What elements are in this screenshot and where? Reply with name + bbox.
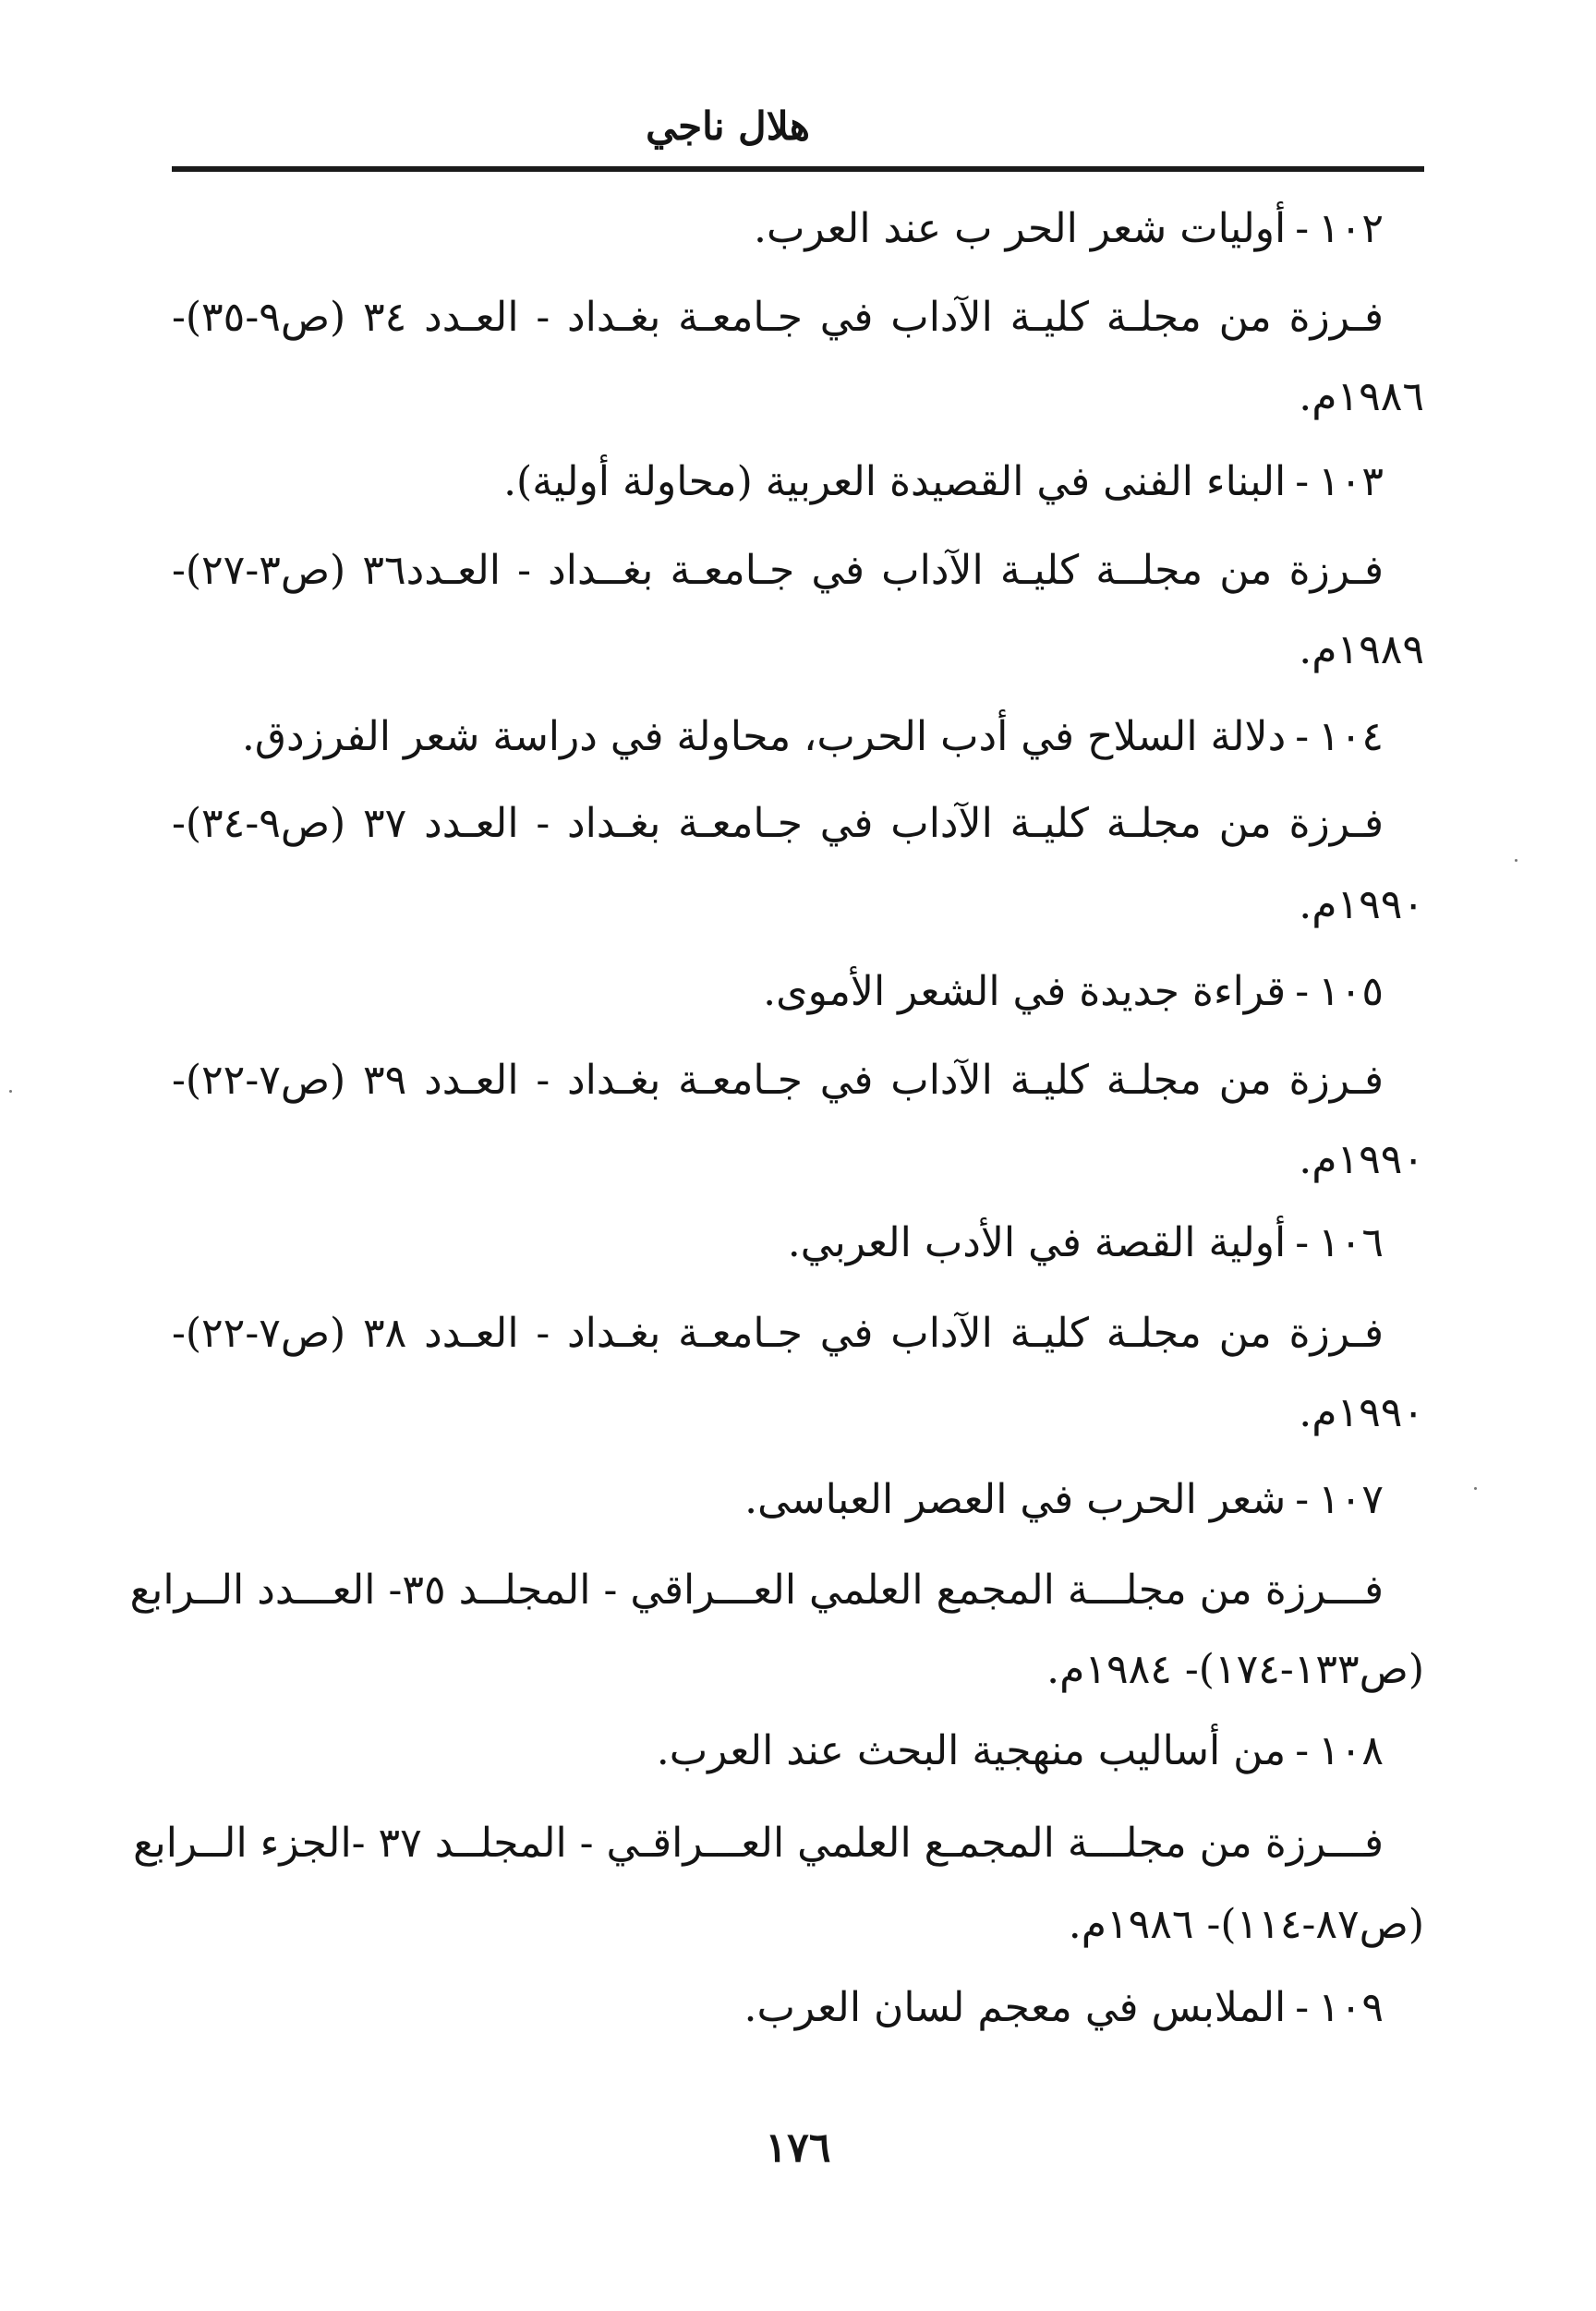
entry-number: ١٠٦ — [1318, 1219, 1384, 1266]
entry-number: ١٠٥ — [1318, 968, 1384, 1015]
entry-publication: فـرزة من مجلـة كليـة الآداب في جـامعـة بغـداد - العـدد ٣٧ (ص٩-٣٤)- — [172, 800, 1384, 847]
entry-publication: فـرزة من مجلـة كليـة الآداب في جـامعـة بغـداد - العـدد ٣٤ (ص٩-٣٥)- — [172, 294, 1384, 341]
entry-title-line: ١٠٢-أوليات شعر الحر ب عند العرب. — [754, 205, 1384, 252]
entry-title: شعر الحرب في العصر العباسى. — [744, 1476, 1287, 1523]
entry-number: ١٠٣ — [1318, 458, 1384, 505]
entry-title-line: ١٠٣-البناء الفنى في القصيدة العربية (محاولة أولية). — [503, 458, 1384, 505]
entry-number: ١٠٢ — [1318, 205, 1384, 252]
entry-title-line: ١٠٤-دلالة السلاح في أدب الحرب، محاولة في دراسة شعر الفرزدق. — [241, 713, 1384, 760]
page-number: ١٧٦ — [765, 2124, 831, 2172]
entry-title: أولية القصة في الأدب العربي. — [787, 1219, 1287, 1266]
entry-title: قراءة جديدة في الشعر الأموى. — [763, 968, 1287, 1015]
entry-number: ١٠٨ — [1318, 1727, 1384, 1774]
entry-title-line: ١٠٦-أولية القصة في الأدب العربي. — [787, 1219, 1384, 1266]
header-author: هلال ناجي — [646, 103, 810, 149]
entry-publication: فـرزة من مجلـة كليـة الآداب في جـامعـة بغـداد - العـدد ٣٩ (ص٧-٢٢)- — [172, 1057, 1384, 1104]
entry-title: الملابس في معجم لسان العرب. — [744, 1984, 1287, 2031]
entry-number: ١٠٧ — [1318, 1476, 1384, 1523]
entry-publication: فـرزة من مجلـة كليـة الآداب في جـامعـة بغـداد - العـدد ٣٨ (ص٧-٢٢)- — [172, 1310, 1384, 1357]
entry-publication: فـرزة من مجلــة كليـة الآداب في جـامعـة بغــداد - العـدد٣٦ (ص٣-٢٧)- — [172, 547, 1384, 594]
entry-title-line: ١٠٨-من أساليب منهجية البحث عند العرب. — [656, 1727, 1384, 1774]
scan-speck — [9, 1090, 12, 1093]
header-rule — [172, 166, 1424, 172]
entry-publication: فـــرزة من مجلـــة المجمع العلمي العـــراقي - المجلــد ٣٥- العـــدد الــرابع — [129, 1567, 1384, 1614]
scan-speck — [1474, 1487, 1477, 1490]
entry-title: من أساليب منهجية البحث عند العرب. — [656, 1727, 1287, 1774]
entry-number: ١٠٤ — [1318, 713, 1384, 760]
entry-number: ١٠٩ — [1318, 1984, 1384, 2031]
entry-title: دلالة السلاح في أدب الحرب، محاولة في دراسة شعر الفرزدق. — [241, 713, 1287, 760]
entry-publication-year: ١٩٩٠م. — [1299, 1389, 1424, 1436]
entry-publication-year: (ص٨٧-١١٤)- ١٩٨٦م. — [1068, 1901, 1424, 1948]
entry-title-line: ١٠٧-شعر الحرب في العصر العباسى. — [744, 1476, 1384, 1523]
entry-title: البناء الفنى في القصيدة العربية (محاولة أولية). — [503, 458, 1287, 505]
entry-title-line: ١٠٩-الملابس في معجم لسان العرب. — [744, 1984, 1384, 2031]
entry-title: أوليات شعر الحر ب عند العرب. — [754, 205, 1287, 252]
entry-title-line: ١٠٥-قراءة جديدة في الشعر الأموى. — [763, 968, 1384, 1015]
entry-publication-year: ١٩٨٩م. — [1299, 626, 1424, 673]
running-header — [0, 103, 1596, 149]
scan-speck — [1515, 859, 1517, 862]
entry-publication-year: ١٩٩٠م. — [1299, 881, 1424, 928]
entry-publication-year: ١٩٩٠م. — [1299, 1136, 1424, 1183]
entry-publication-year: ١٩٨٦م. — [1299, 373, 1424, 420]
entry-publication: فـــرزة من مجلـــة المجمـع العلمي العـــراقـي - المجلــد ٣٧ -الجزء الــرابع — [133, 1820, 1384, 1867]
entry-publication-year: (ص١٣٣-١٧٤)- ١٩٨٤م. — [1046, 1646, 1424, 1693]
